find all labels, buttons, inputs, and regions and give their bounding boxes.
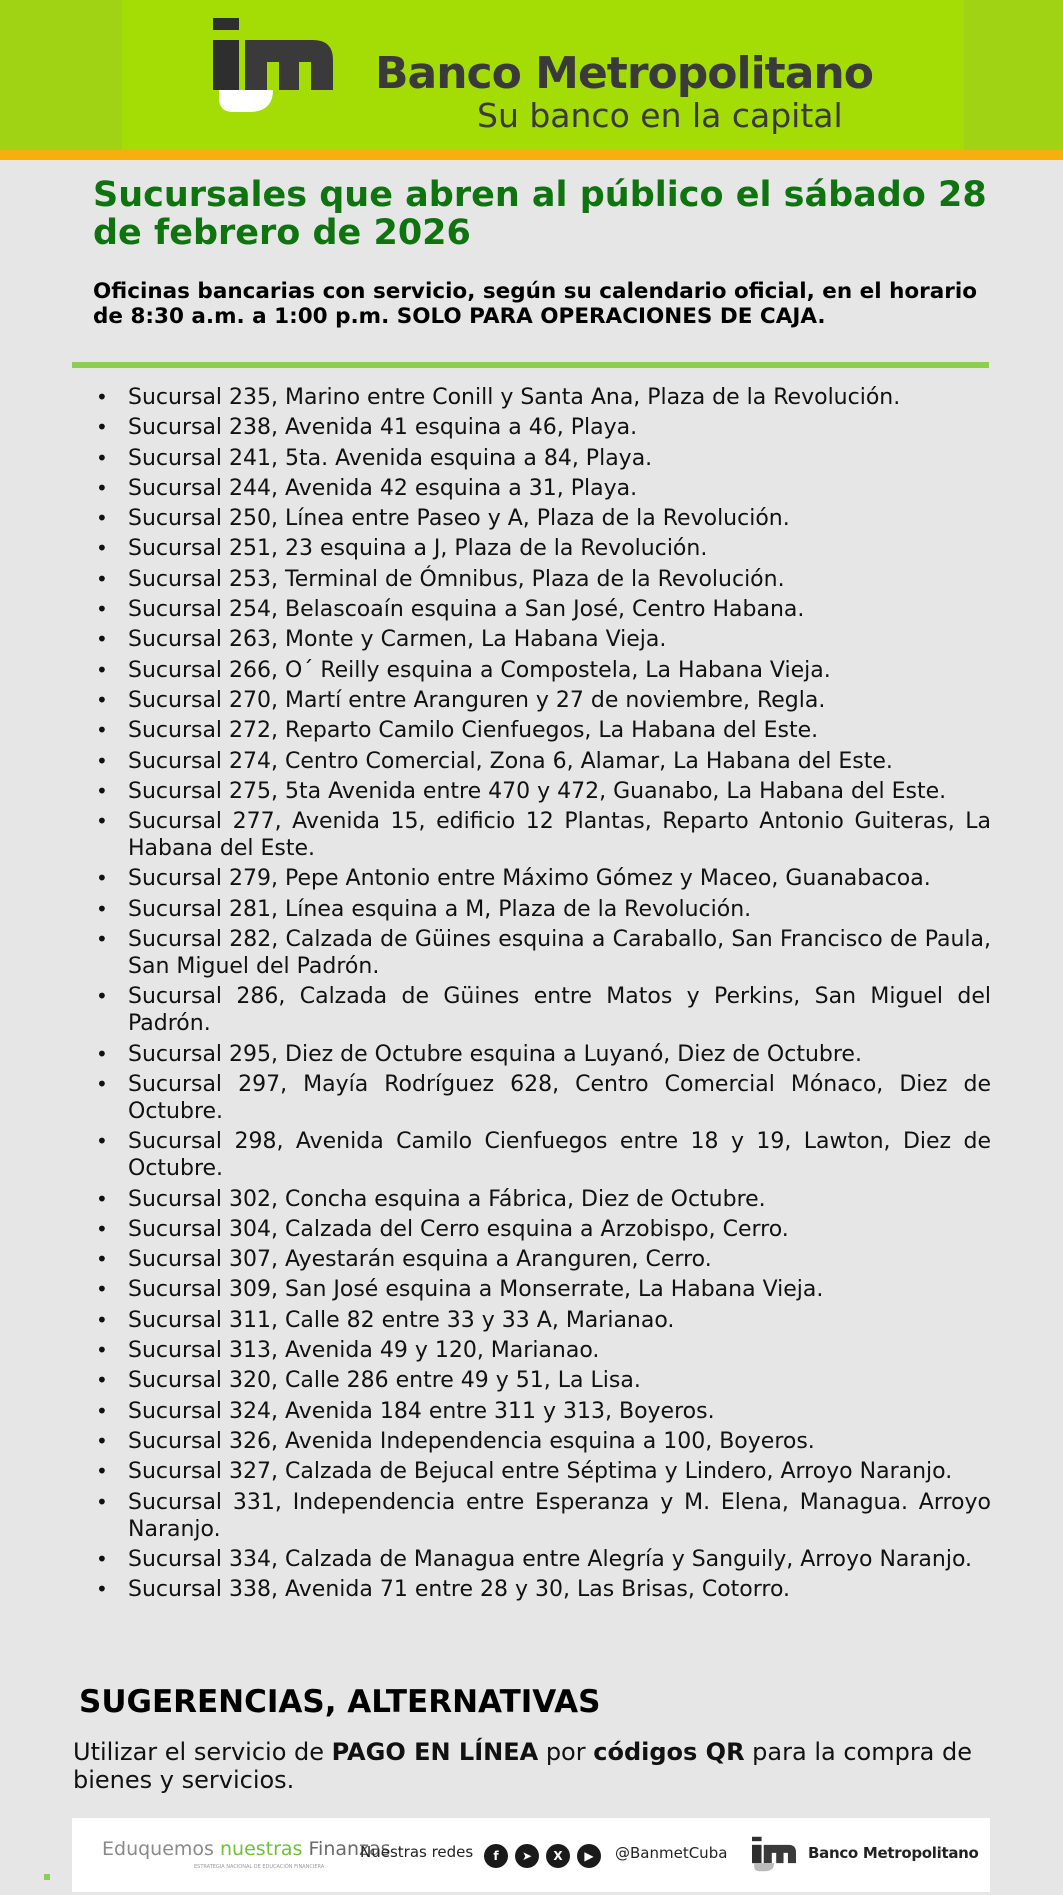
suggestions-text-part: para la compra de bienes y servicios. [73,1738,973,1794]
telegram-icon[interactable]: ➤ [515,1844,539,1868]
footer-bank-name: Banco Metropolitano [808,1844,979,1862]
list-item: • Sucursal 309, San José esquina a Monserrate, La Habana Vieja. [96,1276,991,1303]
online-payment-label: PAGO EN LÍNEA [331,1738,539,1766]
list-item: • Sucursal 282, Calzada de Güines esquina a Caraballo, San Francisco de Paula, San Miguel del Padrón. [96,926,991,980]
list-item: • Sucursal 281, Línea esquina a M, Plaza de la Revolución. [96,896,991,923]
suggestions-text-part: por [538,1738,594,1766]
financial-education-subtitle: ESTRATEGIA NACIONAL DE EDUCACIÓN FINANCIERA [194,1864,325,1870]
list-item: • Sucursal 277, Avenida 15, edificio 12 Plantas, Reparto Antonio Guiteras, La Habana del Este. [96,808,991,862]
list-item: • Sucursal 286, Calzada de Güines entre Matos y Perkins, San Miguel del Padrón. [96,983,991,1037]
bank-slogan: Su banco en la capital [477,96,843,135]
list-item: • Sucursal 263, Monte y Carmen, La Habana Vieja. [96,626,991,653]
list-item: • Sucursal 244, Avenida 42 esquina a 31, Playa. [96,475,991,502]
footer-banner [72,1818,990,1892]
x-icon[interactable]: X [546,1844,570,1868]
list-item: • Sucursal 251, 23 esquina a J, Plaza de la Revolución. [96,535,991,562]
qr-codes-label: códigos QR [593,1738,745,1766]
list-item: • Sucursal 295, Diez de Octubre esquina a Luyanó, Diez de Octubre. [96,1041,991,1068]
list-item: • Sucursal 253, Terminal de Ómnibus, Plaza de la Revolución. [96,566,991,593]
page-title: Sucursales que abren al público el sábado 28 de febrero de 2026 [93,175,987,253]
list-item: • Sucursal 250, Línea entre Paseo y A, Plaza de la Revolución. [96,505,991,532]
edu-word: nuestras [219,1838,309,1860]
green-divider [72,362,989,368]
list-item: • Sucursal 334, Calzada de Managua entre Alegría y Sanguily, Arroyo Naranjo. [96,1546,991,1573]
list-item: • Sucursal 324, Avenida 184 entre 311 y 313, Boyeros. [96,1398,991,1425]
list-item: • Sucursal 320, Calle 286 entre 49 y 51, La Lisa. [96,1367,991,1394]
list-item: • Sucursal 266, O´ Reilly esquina a Compostela, La Habana Vieja. [96,657,991,684]
bm-logo-icon [213,18,333,112]
branch-list [96,384,991,1606]
list-item: • Sucursal 274, Centro Comercial, Zona 6, Alamar, La Habana del Este. [96,748,991,775]
list-item: • Sucursal 279, Pepe Antonio entre Máximo Gómez y Maceo, Guanabacoa. [96,865,991,892]
list-item: • Sucursal 272, Reparto Camilo Cienfuegos, La Habana del Este. [96,717,991,744]
bank-name: Banco Metropolitano [375,48,873,99]
facebook-icon[interactable]: f [484,1844,508,1868]
list-item: • Sucursal 313, Avenida 49 y 120, Marianao. [96,1337,991,1364]
list-item: • Sucursal 270, Martí entre Aranguren y 27 de noviembre, Regla. [96,687,991,714]
edu-word: Finanzas [308,1838,391,1860]
list-item: • Sucursal 238, Avenida 41 esquina a 46, Playa. [96,414,991,441]
suggestions-text [73,1738,993,1794]
edu-word: Eduquemos [102,1838,220,1860]
list-item: • Sucursal 307, Ayestarán esquina a Aranguren, Cerro. [96,1246,991,1273]
social-label: Nuestras redes [360,1843,474,1861]
list-item: • Sucursal 254, Belascoaín esquina a San José, Centro Habana. [96,596,991,623]
list-item: • Sucursal 241, 5ta. Avenida esquina a 84, Playa. [96,445,991,472]
list-item: • Sucursal 326, Avenida Independencia esquina a 100, Boyeros. [96,1428,991,1455]
financial-education-logo [102,1838,391,1860]
social-handle[interactable]: @BanmetCuba [615,1844,728,1862]
list-item: • Sucursal 304, Calzada del Cerro esquina a Arzobispo, Cerro. [96,1216,991,1243]
list-item: • Sucursal 275, 5ta Avenida entre 470 y 472, Guanabo, La Habana del Este. [96,778,991,805]
schedule-subtitle: Oficinas bancarias con servicio, según su calendario oficial, en el horario de 8:30 a.m. a 1:00 p.m. SOLO PARA OPERACIONES DE CAJA. [93,279,978,329]
bm-logo-icon [752,1836,796,1872]
list-item: • Sucursal 235, Marino entre Conill y Santa Ana, Plaza de la Revolución. [96,384,991,411]
suggestions-title: SUGERENCIAS, ALTERNATIVAS [79,1684,601,1720]
list-item: • Sucursal 311, Calle 82 entre 33 y 33 A, Marianao. [96,1307,991,1334]
header-banner [0,0,1063,150]
list-item: • Sucursal 331, Independencia entre Esperanza y M. Elena, Managua. Arroyo Naranjo. [96,1489,991,1543]
youtube-icon[interactable]: ▶ [577,1844,601,1868]
list-item: • Sucursal 338, Avenida 71 entre 28 y 30, Las Brisas, Cotorro. [96,1576,991,1603]
list-item: • Sucursal 327, Calzada de Bejucal entre Séptima y Lindero, Arroyo Naranjo. [96,1458,991,1485]
list-item: • Sucursal 302, Concha esquina a Fábrica, Diez de Octubre. [96,1186,991,1213]
list-item: • Sucursal 298, Avenida Camilo Cienfuegos entre 18 y 19, Lawton, Diez de Octubre. [96,1128,991,1182]
suggestions-text-part: Utilizar el servicio de [73,1738,332,1766]
corner-dot [44,1874,50,1880]
header-orange-stripe [0,150,1063,160]
list-item: • Sucursal 297, Mayía Rodríguez 628, Centro Comercial Mónaco, Diez de Octubre. [96,1071,991,1125]
